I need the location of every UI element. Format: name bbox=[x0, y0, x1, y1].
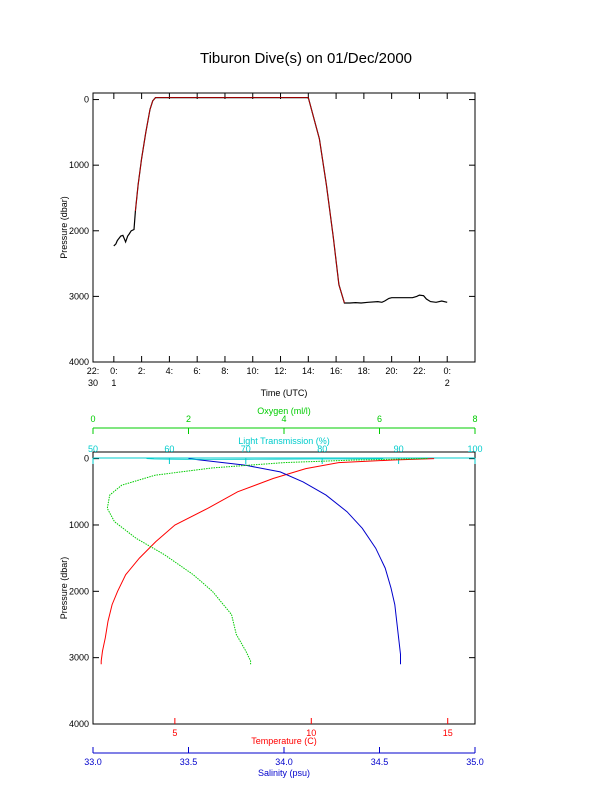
plot1-xtick-label: 0: bbox=[443, 366, 451, 376]
salinity-tick-label: 34.0 bbox=[275, 757, 293, 767]
light-transmission-axis-label: Light Transmission (%) bbox=[238, 436, 330, 446]
plot2-frame bbox=[93, 452, 475, 724]
temperature-tick-label: 15 bbox=[442, 728, 453, 738]
plot2-ytick-label: 1000 bbox=[68, 519, 89, 530]
salinity-tick-label: 34.5 bbox=[370, 757, 389, 767]
plot2-ytick-label: 3000 bbox=[68, 652, 89, 663]
oxygen-tick-label: 2 bbox=[185, 414, 192, 424]
plot2-ytick-label: 4000 bbox=[68, 719, 89, 729]
plot1-xtick-label: 20: bbox=[385, 366, 398, 376]
salinity-axis-label: Salinity (psu) bbox=[257, 768, 311, 778]
plot1-xtick-label2: 1 bbox=[111, 378, 117, 388]
temperature-axis-label: Temperature (C) bbox=[251, 736, 317, 746]
depth-trace bbox=[114, 98, 447, 303]
oxygen-tick-label: 8 bbox=[472, 414, 478, 424]
plot1-xtick-label: 6: bbox=[193, 366, 201, 376]
plot1-ytick-label: 3000 bbox=[68, 291, 89, 302]
plot1-ytick-label: 4000 bbox=[68, 357, 89, 367]
plot1-xtick-label: 22: bbox=[413, 366, 426, 376]
chart-title: Tiburon Dive(s) on 01/Dec/2000 bbox=[199, 50, 413, 67]
light-transmission-tick-label: 100 bbox=[467, 444, 483, 454]
salinity-tick-label: 35.0 bbox=[466, 757, 484, 767]
plot1-xtick-label: 4: bbox=[165, 366, 174, 376]
oxygen-tick-label: 0 bbox=[90, 414, 96, 424]
salinity-tick-label: 33.5 bbox=[179, 757, 198, 767]
salinity-profile bbox=[189, 459, 401, 665]
plot2-ytick-label: 0 bbox=[83, 453, 89, 464]
temperature-profile bbox=[101, 459, 434, 665]
plot2-ylabel: Pressure (dbar) bbox=[59, 556, 69, 620]
oxygen-tick-label: 6 bbox=[376, 414, 383, 424]
salinity-tick-label: 33.0 bbox=[84, 757, 102, 767]
plot1-xtick-label2: 30 bbox=[87, 378, 99, 388]
plot1-xlabel: Time (UTC) bbox=[260, 388, 308, 398]
plot1-xtick-label: 10: bbox=[246, 366, 260, 376]
oxygen-profile bbox=[107, 459, 427, 665]
plot1-xtick-label2: 2 bbox=[444, 378, 450, 388]
plot1-xtick-label: 12: bbox=[274, 366, 287, 376]
plot1-xtick-label: 16: bbox=[329, 366, 343, 376]
plot1-frame bbox=[93, 93, 475, 362]
light-transmission-tick-label: 60 bbox=[164, 444, 175, 454]
temperature-tick-label: 10 bbox=[306, 728, 317, 738]
plot1-ylabel: Pressure (dbar) bbox=[59, 196, 69, 259]
oxygen-tick-label: 4 bbox=[281, 414, 287, 424]
light-transmission-tick-label: 80 bbox=[317, 444, 328, 454]
oxygen-axis-label: Oxygen (ml/l) bbox=[257, 406, 311, 416]
plot1-ytick-label: 0 bbox=[83, 94, 89, 105]
plot1-xtick-label: 18: bbox=[357, 366, 371, 376]
plot1-ytick-label: 2000 bbox=[68, 225, 89, 236]
plot1-xtick-label: 0: bbox=[110, 366, 118, 376]
plot1-ytick-label: 1000 bbox=[68, 160, 89, 171]
plot2-ytick-label: 2000 bbox=[68, 586, 89, 597]
light-transmission-tick-label: 50 bbox=[87, 444, 99, 454]
light-transmission-tick-label: 70 bbox=[240, 444, 251, 454]
depth-trace-descent bbox=[135, 98, 155, 212]
light-transmission-profile bbox=[147, 459, 384, 460]
temperature-tick-label: 5 bbox=[172, 728, 178, 738]
plot1-xtick-label: 2: bbox=[137, 366, 146, 376]
plot1-xtick-label: 22: bbox=[86, 366, 100, 376]
light-transmission-tick-label: 90 bbox=[393, 444, 404, 454]
plot1-xtick-label: 14: bbox=[302, 366, 315, 376]
plot1-xtick-label: 8: bbox=[221, 366, 229, 376]
